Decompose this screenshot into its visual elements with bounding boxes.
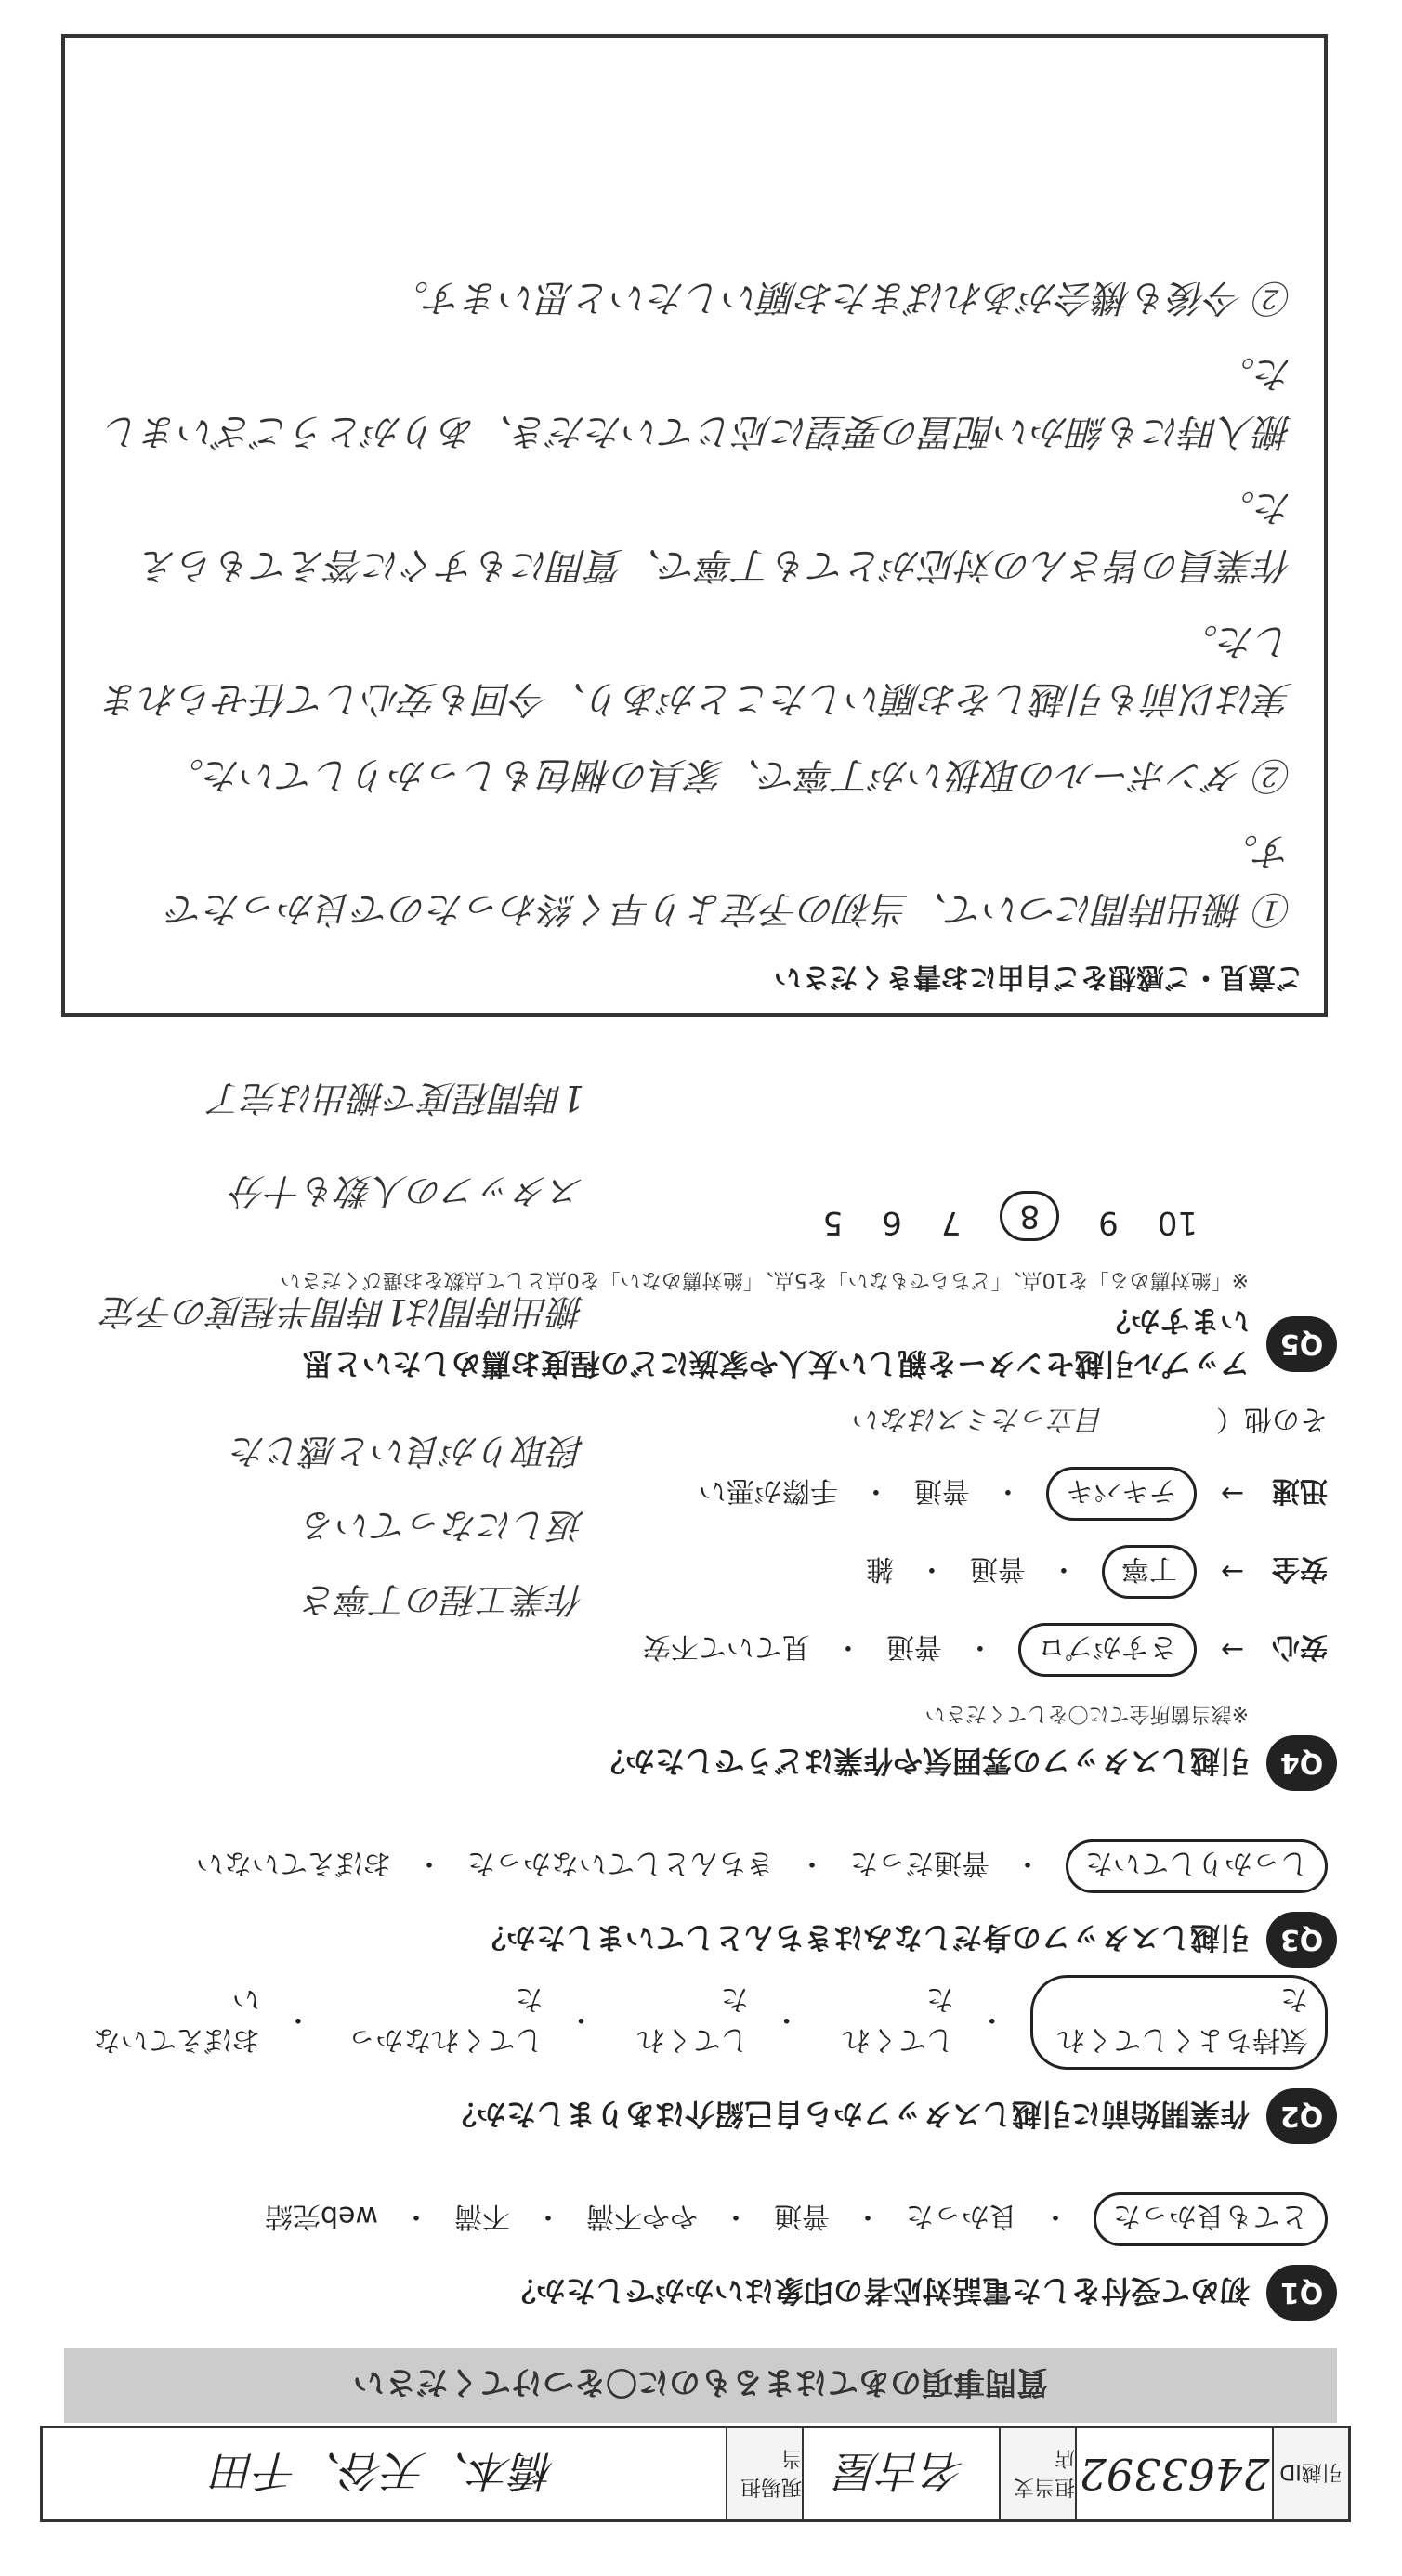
- q2-options: 気持ちよくしてくれた ・ してくれた ・ してくれた ・ してくれなかった ・ おぼえていない: [55, 1975, 1328, 2070]
- q2-option-3[interactable]: してくれた: [636, 1982, 749, 2056]
- q4-option[interactable]: 見ていて不安: [642, 1630, 810, 1663]
- margin-note-e: スタッフの人数も十分: [230, 1170, 584, 1211]
- q2-text: 作業開始前に引越しスタッフから自己紹介はありましたか？: [446, 2097, 1250, 2132]
- q5-score[interactable]: 10: [1157, 1204, 1198, 1241]
- header-table: [40, 2426, 1351, 2522]
- comment-line: ② 今後も機会があればまたお願いしたいと思います。: [391, 276, 1292, 319]
- q1-option-5[interactable]: 不満: [454, 2200, 510, 2232]
- question-1: [55, 2192, 1337, 2321]
- q2-badge: Q2: [1266, 2088, 1337, 2144]
- arrow-icon: →: [1220, 1477, 1244, 1510]
- q2-option-5[interactable]: おぼえていない: [92, 1982, 260, 2056]
- q4-note: ※該当箇所全てに〇をしてください: [924, 1702, 1249, 1725]
- q4-row-anzen: 安全 → 丁寧 ・ 普通 ・ 雑: [55, 1545, 1328, 1599]
- q5-scale: [55, 1191, 1198, 1241]
- comment-line: ① 搬出時間について、当初の予定より早く終わったので良かったです。: [167, 830, 1292, 930]
- comment-line: 作業員の皆さんの対応がとても丁寧で、質問にもすぐに答えてもらえた。: [140, 486, 1292, 586]
- q4-row-label: 安心: [1272, 1630, 1328, 1663]
- q2-option-1[interactable]: 気持ちよくしてくれた: [1030, 1975, 1328, 2070]
- q1-option-6[interactable]: web完結: [264, 2200, 378, 2232]
- margin-note-c: 段取りが良いと感じた: [230, 1431, 584, 1471]
- branch-label: 担当支店: [999, 2428, 1075, 2519]
- q5-text: アップル引越センターを親しい友人や家族にどの程度お薦めしたいと思いますか？: [302, 1303, 1250, 1381]
- q2-option-4[interactable]: してくれなかった: [347, 1982, 544, 2056]
- margin-note-d: 搬出時間は1時間半程度の予定: [102, 1291, 584, 1332]
- comment-line: 搬入時にも細かい配置の要望に応じていただき、ありがとうございました。: [104, 352, 1292, 452]
- q4-other-label: その他（: [1216, 1403, 1328, 1435]
- id-label: 引越ID: [1272, 2428, 1348, 2519]
- comment-line: 実は以前も引越しをお願いしたことがあり、今回も安心して任せられました。: [103, 620, 1292, 720]
- comment-box[interactable]: [61, 34, 1328, 1017]
- q1-option-1[interactable]: とても良かった: [1094, 2192, 1328, 2246]
- instruction-banner: 質問事項のあてはまるものに〇をつけてください: [64, 2348, 1337, 2423]
- q3-option-2[interactable]: 普通だった: [850, 1847, 989, 1879]
- q3-text: 引越しスタッフの身だしなみはきちんとしていましたか？: [476, 1920, 1250, 1955]
- q4-option[interactable]: 普通: [913, 1474, 970, 1507]
- arrow-icon: →: [1220, 1555, 1244, 1589]
- q3-option-4[interactable]: おぼえていない: [196, 1847, 391, 1879]
- q4-text: 引越しスタッフの雰囲気や作業はどうでしたか？: [595, 1744, 1250, 1779]
- q1-badge: Q1: [1266, 2265, 1337, 2321]
- question-3: [55, 1839, 1337, 1968]
- q3-options: しっかりしていた ・ 普通だった ・ きちんとしていなかった ・ おぼえていない: [55, 1839, 1328, 1893]
- q4-badge: Q4: [1266, 1735, 1337, 1791]
- q3-option-1[interactable]: しっかりしていた: [1066, 1839, 1328, 1893]
- q5-score[interactable]: 9: [1098, 1204, 1119, 1241]
- margin-note-a: 作業工程の丁寧さ: [301, 1579, 584, 1620]
- id-value: 2463392: [1075, 2428, 1272, 2519]
- q4-option[interactable]: 丁寧: [1102, 1545, 1197, 1599]
- q5-score-selected[interactable]: 8: [1000, 1191, 1059, 1241]
- q1-option-3[interactable]: 普通: [774, 2200, 830, 2232]
- q4-row-jinsoku: 迅速 → テキパキ ・ 普通 ・ 手際が悪い: [55, 1467, 1328, 1521]
- q4-row-label: 迅速: [1272, 1474, 1328, 1507]
- q5-note: ※「絶対薦める」を10点、「どちらでもない」を5点、「絶対薦めない」を0点として点数をお選びください: [280, 1268, 1249, 1291]
- q4-option[interactable]: 雑: [865, 1552, 894, 1585]
- q1-option-4[interactable]: やや不満: [586, 2200, 698, 2232]
- q4-option[interactable]: 普通: [885, 1630, 942, 1663]
- q3-badge: Q3: [1266, 1912, 1337, 1968]
- arrow-icon: →: [1220, 1633, 1244, 1667]
- q5-score[interactable]: 5: [822, 1204, 844, 1241]
- q5-score[interactable]: 6: [882, 1204, 902, 1241]
- q4-option[interactable]: テキパキ: [1046, 1467, 1197, 1521]
- q1-option-2[interactable]: 良かった: [906, 2200, 1017, 2232]
- question-2: [55, 1975, 1337, 2144]
- q1-options: とても良かった ・ 良かった ・ 普通 ・ やや不満 ・ 不満 ・ web完結: [55, 2192, 1328, 2246]
- q4-row-label: 安全: [1272, 1552, 1328, 1585]
- comment-line: ② ダンボールの取扱いが丁寧で、家具の梱包もしっかりしていた。: [166, 753, 1292, 796]
- staff-value: 橋本、天谷、千田: [213, 2446, 556, 2496]
- q1-text: 初めて受付をした電話対応者の印象はいかがでしたか？: [505, 2273, 1250, 2308]
- margin-note-b: 返しになっている: [301, 1505, 584, 1546]
- q5-badge: Q5: [1266, 1316, 1337, 1372]
- q4-row-anshin: 安心 → さすがプロ ・ 普通 ・ 見ていて不安: [55, 1623, 1328, 1677]
- q4-option[interactable]: さすがプロ: [1018, 1623, 1197, 1677]
- q2-option-2[interactable]: してくれた: [842, 1982, 954, 2056]
- staff-label: 現場担当: [726, 2428, 802, 2519]
- branch-value: 名古屋: [802, 2428, 999, 2519]
- q4-option[interactable]: 普通: [969, 1552, 1026, 1585]
- comment-label: ご意見・ご感想をご自由にお書きください: [774, 961, 1304, 993]
- q4-other-text[interactable]: 目立ったミスはない: [854, 1403, 1105, 1435]
- q3-option-3[interactable]: きちんとしていなかった: [467, 1847, 774, 1879]
- q5-score[interactable]: 7: [940, 1204, 962, 1241]
- q4-option[interactable]: 手際が悪い: [698, 1474, 838, 1507]
- margin-note-f: 1時間程度で搬出は完了: [208, 1078, 584, 1118]
